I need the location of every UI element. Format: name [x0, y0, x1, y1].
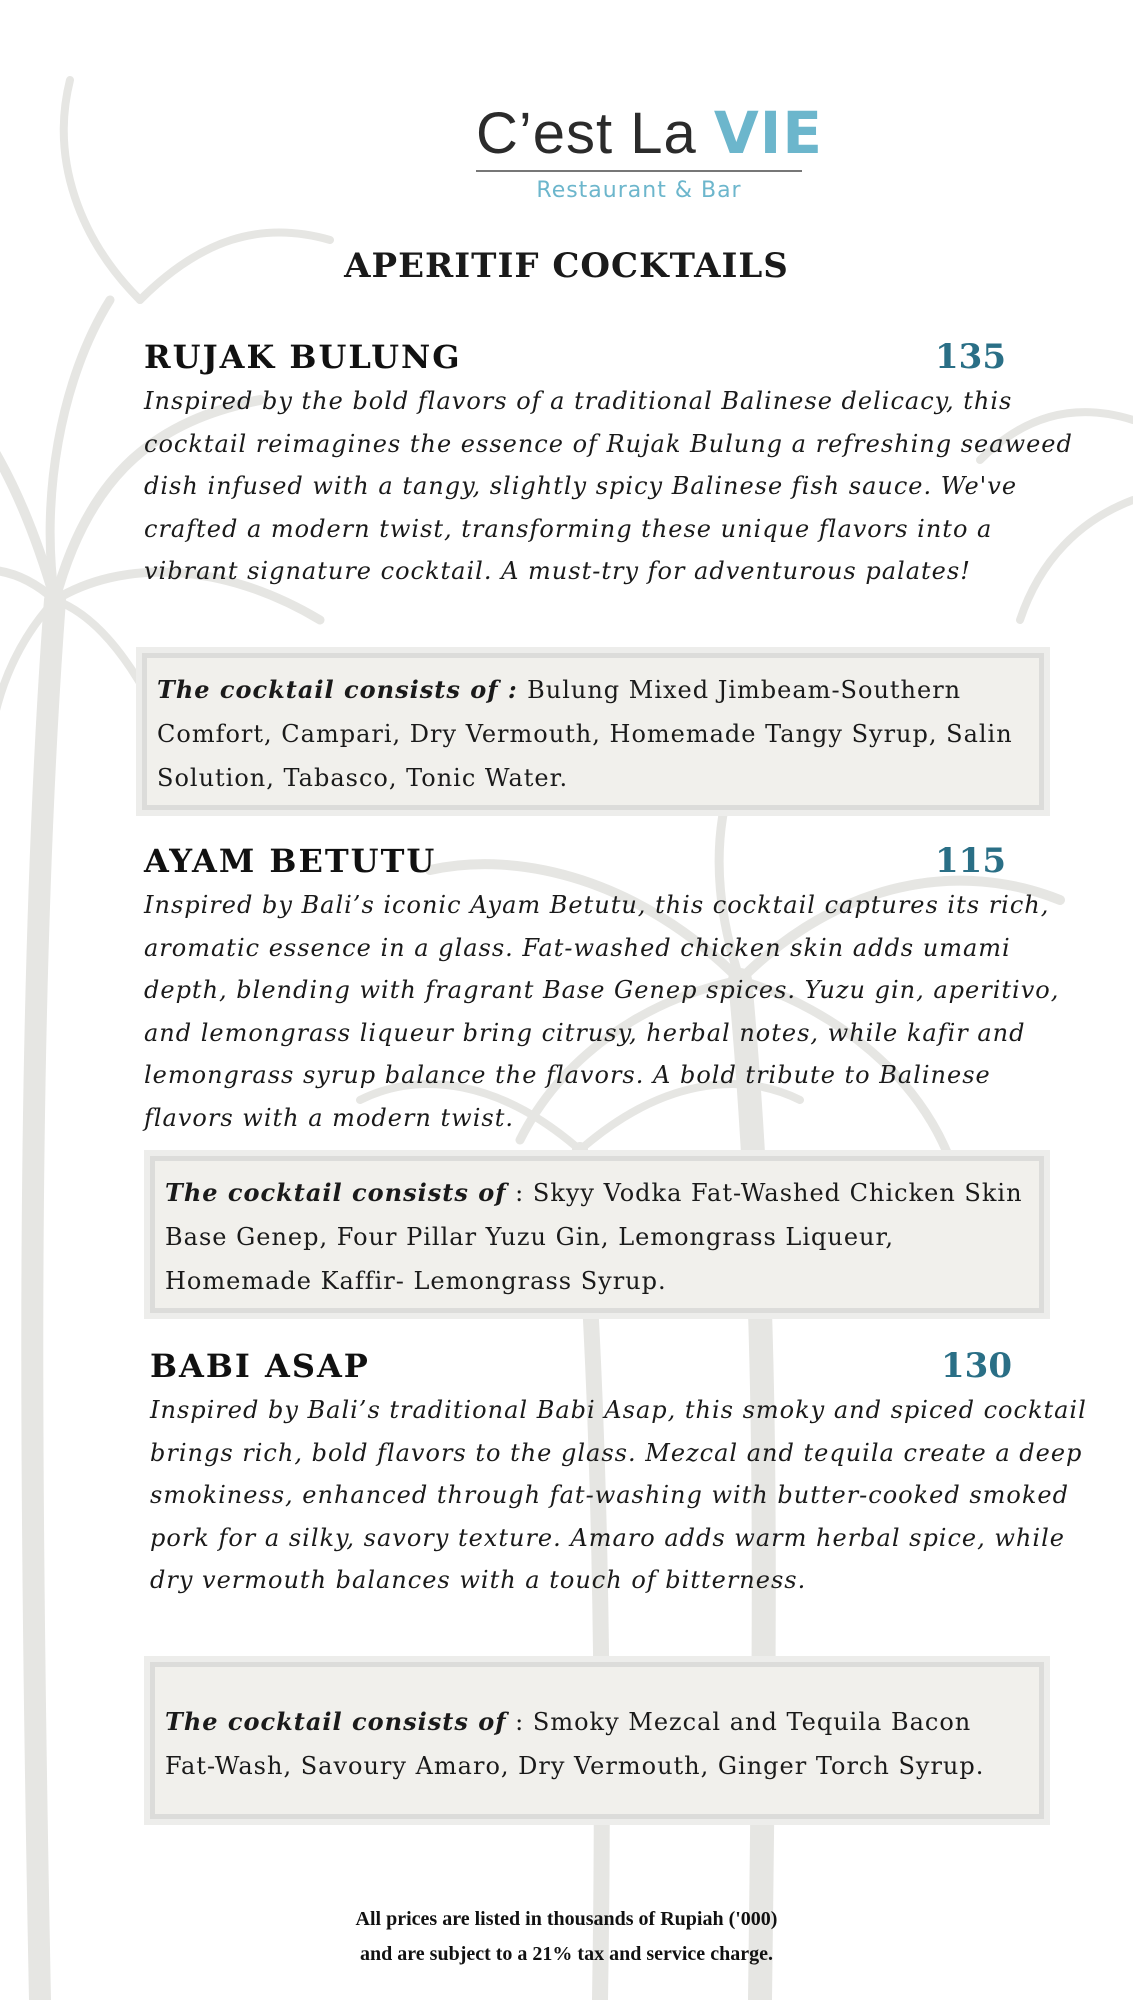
item-header	[150, 1343, 1040, 1389]
ingredients-text: : Skyy Vodka Fat-Washed Chicken Skin Base Genep, Four Pillar Yuzu Gin, Lemongrass Liqueur, Homemade Kaffir- Lemongrass Syrup.	[165, 1179, 1023, 1295]
ingredients-box	[150, 1156, 1044, 1313]
item-price: 135	[935, 337, 1006, 377]
ingredients-label: The cocktail consists of	[165, 1707, 507, 1736]
item-price: 115	[935, 841, 1006, 881]
item-price: 130	[941, 1346, 1012, 1386]
item-description: Inspired by Bali’s iconic Ayam Betutu, this cocktail captures its rich, aromatic essence in a glass. Fat-washed chicken skin adds umami depth, blending with fragrant Base Genep spices. Yuzu gin, aperitivo, and lemongrass liqueur bring citrusy, herbal notes, while kafir and lemongrass syrup balance the flavors. A bold tribute to Balinese flavors with a modern twist.	[144, 891, 1060, 1132]
section-title: APERITIF COCKTAILS	[344, 246, 789, 286]
item-description: Inspired by the bold flavors of a traditional Balinese delicacy, this cocktail reimagines the essence of Rujak Bulung a refreshing seaweed dish infused with a tangy, slightly spicy Balinese fish sauce. We've crafted a modern twist, transforming these unique flavors into a vibrant signature cocktail. A must-try for adventurous palates!	[144, 387, 1073, 585]
item-header	[144, 334, 1034, 380]
price-note-line2: and are subject to a 21% tax and service charge.	[360, 1943, 773, 1965]
logo-subtitle: Restaurant & Bar	[536, 178, 742, 203]
ingredients-text: : Smoky Mezcal and Tequila Bacon Fat-Wash, Savoury Amaro, Dry Vermouth, Ginger Torch Syrup.	[165, 1708, 985, 1780]
menu-item-rujak-bulung	[144, 334, 1073, 593]
ingredients-box	[142, 653, 1044, 810]
item-name: RUJAK BULUNG	[144, 338, 462, 376]
price-note	[0, 1902, 1133, 1972]
logo-name-part1: C’est La	[476, 101, 714, 166]
item-header	[144, 838, 1034, 884]
logo-divider	[476, 170, 802, 172]
ingredients-label: The cocktail consists of :	[157, 675, 528, 704]
ingredients-text: Bulung Mixed Jimbeam-Southern Comfort, Campari, Dry Vermouth, Homemade Tangy Syrup, Salin Solution, Tabasco, Tonic Water.	[157, 676, 1013, 792]
logo-wordmark	[476, 98, 823, 168]
item-name: BABI ASAP	[150, 1347, 370, 1385]
restaurant-logo	[476, 98, 823, 203]
logo-name-part2: VIE	[713, 99, 823, 167]
item-name: AYAM BETUTU	[144, 842, 437, 880]
menu-item-ayam-betutu	[144, 838, 1060, 1139]
price-note-line1: All prices are listed in thousands of Rupiah ('000)	[355, 1908, 778, 1930]
menu-item-babi-asap	[150, 1343, 1087, 1602]
item-description: Inspired by Bali’s traditional Babi Asap, this smoky and spiced cocktail brings rich, bold flavors to the glass. Mezcal and tequila create a deep smokiness, enhanced through fat-washing with butter-cooked smoked pork for a silky, savory texture. Amaro adds warm herbal spice, while dry vermouth balances with a touch of bitterness.	[150, 1396, 1087, 1594]
ingredients-box	[150, 1662, 1044, 1819]
ingredients-label: The cocktail consists of	[165, 1178, 507, 1207]
